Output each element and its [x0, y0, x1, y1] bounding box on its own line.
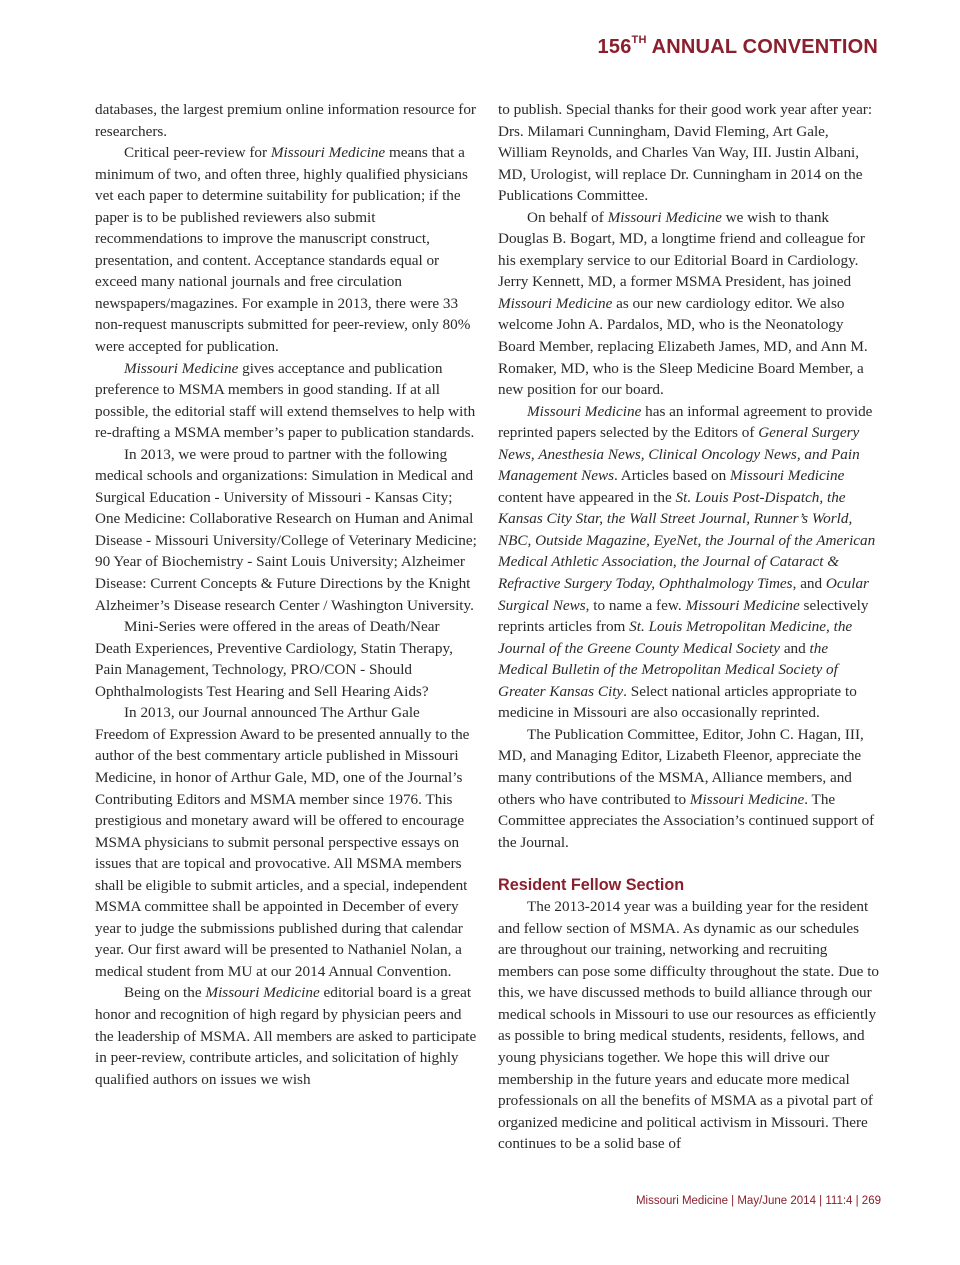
paragraph: to publish. Special thanks for their good work year after year: Drs. Milamari Cunningham, David Fleming, Art Gale, William Reynolds, and Charles Van Way, III. Justin Albani, MD, Urologist, will replace Dr. Cunningham in 2014 on the Publications Committee.: [498, 101, 873, 205]
paragraph: Missouri Medicine has an informal agreement to provide reprinted papers selected by the Editors of General Surgery News, Anesthesia News, Clinical Oncology News, and Pain Management News. Articles based on Missouri Medicine content have appeared in the St. Louis Post-Dispatch, the Kansas City Star, the Wall Street Journal, Runner’s World, NBC, Outside Magazine, EyeNet, the Journal of the American Medical Athletic Association, the Journal of Cataract & Refractive Surgery Today, Ophthalmology Times, and Ocular Surgical News, to name a few. Missouri Medicine selectively reprints articles from St. Louis Metropolitan Medicine, the Journal of the Greene County Medical Society and the Medical Bulletin of the Metropolitan Medical Society of Greater Kansas City. Select national articles appropriate to medicine in Missouri are also occasionally reprinted.: [498, 402, 876, 722]
publication-names: St. Louis Post-Dispatch, the Kansas City Star, the Wall Street Journal, Runner’s World, NBC, Outside Magazine, EyeNet, the Journal of the American Medical Athletic Association, the Journal of Cataract & Refractive Surgery Today, Ophthalmology Times: [498, 488, 876, 593]
paragraph: databases, the largest premium online information resource for researchers.: [95, 101, 476, 140]
journal-name: Missouri Medicine: [498, 294, 613, 312]
publication-names: St. Louis Metropolitan Medicine, the Journal of the Greene County Medical Society: [498, 618, 853, 657]
right-column: [498, 99, 880, 1155]
paragraph: Critical peer-review for Missouri Medicine means that a minimum of two, and often three, highly qualified physicians vet each paper to determine suitability for publication; if the paper is to be published reviewers also submit recommendations to improve the manuscript construct, presentation, and content. Acceptance standards equal or exceed many national journals and free circulation newspapers/magazines. For example in 2013, there were 33 non-request manuscripts submitted for peer-review, only 80% were accepted for publication.: [95, 144, 471, 356]
journal-name: Missouri Medicine: [124, 359, 239, 377]
paragraph: Being on the Missouri Medicine editorial board is a great honor and recognition of high regard by physician peers and the leadership of MSMA. All members are asked to participate in peer-review, contribute articles, and solicitation of highly qualified authors on issues we wish: [95, 984, 477, 1088]
journal-name: Missouri Medicine: [527, 402, 642, 420]
left-column: [95, 99, 477, 1090]
journal-name: Missouri Medicine: [730, 467, 845, 485]
header-superscript: TH: [631, 34, 647, 47]
paragraph: On behalf of Missouri Medicine we wish to thank Douglas B. Bogart, MD, a longtime friend and colleague for his exemplary service to our Editorial Board in Cardiology. Jerry Kennett, MD, a former MSMA President, has joined Missouri Medicine as our new cardiology editor. We also welcome John A. Pardalos, MD, who is the Neonatology Board Member, replacing Elizabeth James, MD, and Ann M. Romaker, MD, who is the Sleep Medicine Board Member, a new position for our board.: [498, 208, 868, 399]
page-header: [598, 36, 878, 59]
paragraph: Missouri Medicine gives acceptance and publication preference to MSMA members in good standing. If at all possible, the editorial staff will extend themselves to help with re-drafting a MSMA member’s paper to publication standards.: [95, 359, 476, 442]
publication-names: Ocular Surgical News: [498, 575, 869, 614]
header-number: 156: [597, 36, 632, 58]
paragraph: In 2013, our Journal announced The Arthur Gale Freedom of Expression Award to be presented annually to the author of the best commentary article published in Missouri Medicine, in honor of Arthur Gale, MD, one of the Journal’s Contributing Editors and MSMA member since 1976. This prestigious and monetary award will be offered to encourage MSMA physicians to submit personal perspective essays on issues that are topical and provocative. All MSMA members shall be eligible to submit articles, and a special, independent MSMA committee shall be appointed in December of every year to judge the submissions published during that calendar year. Our first award will be presented to Nathaniel Nolan, a medical student from MU at our 2014 Annual Convention.: [95, 704, 470, 980]
section-heading: Resident Fellow Section: [498, 876, 685, 895]
paragraph: Mini-Series were offered in the areas of Death/Near Death Experiences, Preventive Cardiology, Statin Therapy, Pain Management, Technology, PRO/CON - Should Ophthalmologists Test Hearing and Sell Hearing Aids?: [95, 618, 453, 700]
publication-names: General Surgery News, Anesthesia News, Clinical Oncology News, and Pain Management News: [498, 424, 860, 485]
journal-name: Missouri Medicine: [689, 790, 805, 808]
paragraph: In 2013, we were proud to partner with the following medical schools and organizations: Simulation in Medical and Surgical Education - University of Missouri - Kansas City; One Medicine: Collaborative Research on Human and Animal Disease - Missouri University/College of Veterinary Medicine; 90 Year of Biochemistry - Saint Louis University; Alzheimer Disease: Current Concepts & Future Directions by the Knight Alzheimer’s Disease research Center / Washington University.: [95, 445, 477, 614]
journal-name: Missouri Medicine: [607, 208, 722, 226]
journal-name: Missouri Medicine: [685, 596, 800, 614]
paragraph: The 2013-2014 year was a building year for the resident and fellow section of MSMA. As dynamic as our schedules are throughout our training, networking and recruiting members can pose some difficulty throughout the state. Due to this, we have discussed methods to build alliance through our medical schools in Missouri to use our resources as efficiently as possible to bring medical students, residents, fellows, and young physicians together. We hope this will drive our membership in the future years and educate more medical professionals on all the benefits of MSMA as a pivotal part of organized medicine and political activism in Missouri. There continues to be a solid base of: [498, 898, 880, 1153]
paragraph: The Publication Committee, Editor, John C. Hagan, III, MD, and Managing Editor, Lizabeth Fleenor, appreciate the many contributions of the MSMA, Alliance members, and others who have contributed to Missouri Medicine. The Committee appreciates the Association’s continued support of the Journal.: [498, 725, 875, 851]
publication-names: the Medical Bulletin of the Metropolitan Medical Society of Greater Kansas City: [498, 639, 838, 700]
page-footer: Missouri Medicine | May/June 2014 | 111:4 | 269: [635, 1195, 881, 1207]
journal-name: Missouri Medicine: [270, 144, 386, 162]
header-title: ANNUAL CONVENTION: [646, 36, 878, 58]
journal-name: Missouri Medicine: [205, 984, 320, 1002]
